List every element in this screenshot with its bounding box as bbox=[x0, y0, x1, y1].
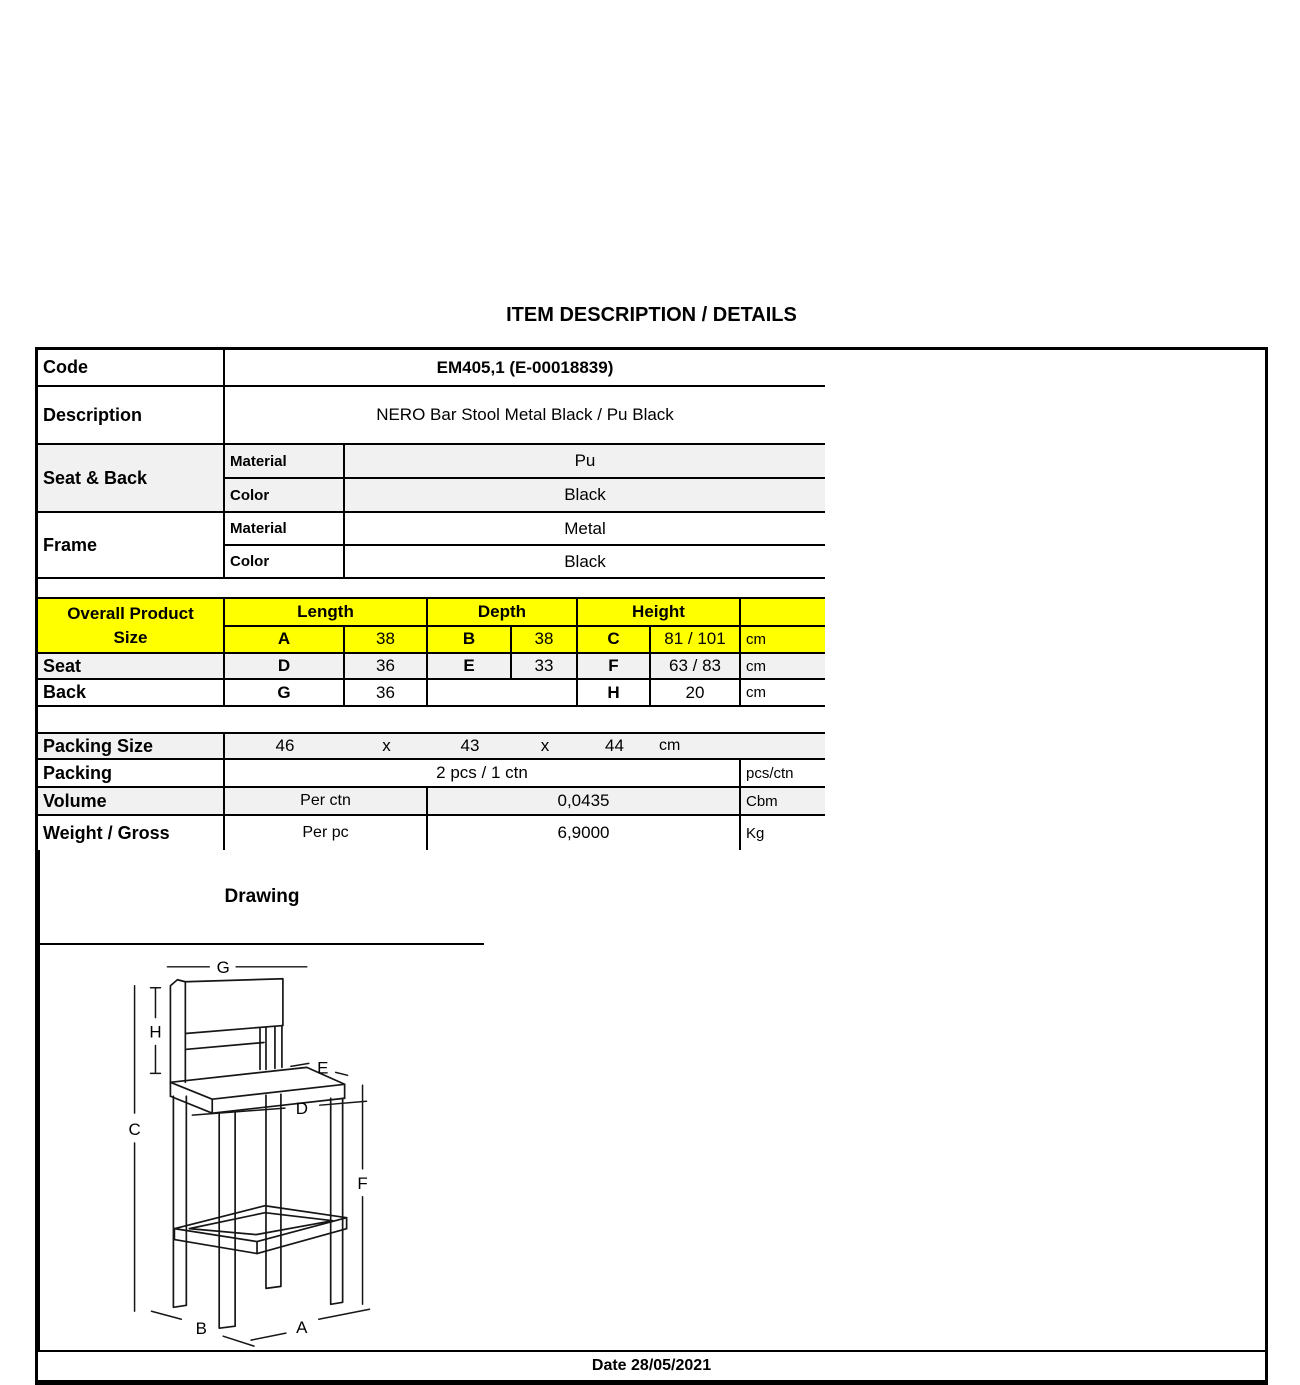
code-value: EM405,1 (E-00018839) bbox=[436, 357, 614, 377]
size-header-group bbox=[38, 599, 825, 654]
date-row: Date 28/05/2021 bbox=[38, 1350, 1265, 1380]
dim-val-d: 36 bbox=[345, 654, 428, 678]
packing-size-v3: 44 bbox=[605, 736, 624, 755]
packing-size-x1: x bbox=[382, 736, 391, 755]
description-row bbox=[38, 387, 825, 445]
frame-label: Frame bbox=[38, 513, 225, 577]
packing-size-v2: 43 bbox=[460, 736, 480, 755]
code-label: Code bbox=[38, 350, 225, 385]
dim-val-h: 20 bbox=[651, 680, 741, 705]
seat-back-color-row bbox=[225, 479, 825, 511]
dim-key-e: E bbox=[428, 654, 512, 678]
height-header: Height bbox=[578, 599, 741, 625]
code-row bbox=[38, 350, 825, 387]
frame-group bbox=[38, 513, 825, 579]
depth-header: Depth bbox=[428, 599, 578, 625]
packing-size-row bbox=[38, 734, 825, 760]
volume-label: Volume bbox=[38, 788, 225, 814]
dim-key-d: D bbox=[225, 654, 345, 678]
dim-val-c: 81 / 101 bbox=[651, 627, 741, 653]
seat-back-label: Seat & Back bbox=[38, 445, 225, 511]
packing-size-unit: cm bbox=[659, 737, 681, 754]
dim-key-f: F bbox=[578, 654, 651, 678]
stool-outline bbox=[170, 979, 346, 1328]
spacer-row-1 bbox=[38, 579, 825, 599]
weight-row bbox=[38, 816, 825, 850]
weight-unit: Kg bbox=[746, 824, 765, 842]
length-header: Length bbox=[225, 599, 428, 625]
dim-label-g: G bbox=[216, 957, 230, 977]
weight-value: 6,9000 bbox=[428, 816, 741, 850]
spec-table bbox=[35, 347, 1268, 1385]
spacer-row-2 bbox=[38, 707, 825, 734]
dim-key-h: H bbox=[578, 680, 651, 705]
dim-val-e: 33 bbox=[512, 654, 578, 678]
dimension-labels bbox=[128, 958, 367, 1338]
frame-material-value: Metal bbox=[564, 518, 606, 538]
weight-basis: Per pc bbox=[225, 816, 428, 850]
dim-val-a: 38 bbox=[345, 627, 428, 653]
seat-size-row bbox=[38, 654, 825, 680]
volume-row bbox=[38, 788, 825, 816]
dim-label-e: E bbox=[317, 1058, 329, 1078]
dim-label-h: H bbox=[149, 1022, 162, 1042]
frame-color-row bbox=[225, 546, 825, 577]
seat-back-material-value: Pu bbox=[574, 451, 596, 470]
weight-label: Weight / Gross bbox=[38, 816, 225, 850]
stool-drawing bbox=[40, 945, 484, 1350]
dim-key-a: A bbox=[225, 627, 345, 653]
packing-size-label: Packing Size bbox=[38, 734, 225, 758]
dim-val-g: 36 bbox=[345, 680, 428, 705]
dim-val-b: 38 bbox=[512, 627, 578, 653]
dim-label-b: B bbox=[195, 1319, 207, 1339]
page-title: ITEM DESCRIPTION / DETAILS bbox=[506, 304, 797, 326]
spec-table-main bbox=[38, 350, 825, 850]
description-value: NERO Bar Stool Metal Black / Pu Black bbox=[376, 405, 674, 424]
drawing-column bbox=[38, 850, 484, 1350]
drawing-header: Drawing bbox=[40, 850, 484, 945]
overall-size-label: Overall Product Size bbox=[38, 599, 225, 652]
dim-key-b: B bbox=[428, 627, 512, 653]
packing-row bbox=[38, 760, 825, 788]
packing-size-x2: x bbox=[540, 736, 550, 755]
volume-unit: Cbm bbox=[746, 792, 778, 810]
seat-back-material-label: Material bbox=[225, 445, 345, 477]
dim-empty-depth bbox=[428, 680, 578, 705]
packing-unit: pcs/ctn bbox=[746, 764, 794, 782]
volume-basis: Per ctn bbox=[225, 788, 428, 814]
dim-label-a: A bbox=[296, 1318, 308, 1338]
seat-back-material-row bbox=[225, 445, 825, 479]
overall-size-row bbox=[225, 627, 825, 653]
dim-key-c: C bbox=[578, 627, 651, 653]
dim-label-f: F bbox=[357, 1173, 368, 1193]
back-size-label: Back bbox=[38, 680, 225, 705]
frame-color-label: Color bbox=[225, 546, 345, 577]
seat-size-label: Seat bbox=[38, 654, 225, 678]
description-label: Description bbox=[38, 387, 225, 443]
drawing-area bbox=[40, 945, 484, 1350]
frame-color-value: Black bbox=[564, 551, 606, 571]
dim-unit-seat: cm bbox=[746, 657, 766, 675]
packing-size-v1: 46 bbox=[275, 736, 295, 755]
seat-back-color-label: Color bbox=[225, 479, 345, 511]
dim-label-c: C bbox=[128, 1120, 141, 1140]
back-size-row bbox=[38, 680, 825, 707]
packing-value: 2 pcs / 1 ctn bbox=[225, 760, 741, 786]
packing-label: Packing bbox=[38, 760, 225, 786]
dim-key-g: G bbox=[225, 680, 345, 705]
frame-material-label: Material bbox=[225, 513, 345, 544]
dim-label-d: D bbox=[295, 1099, 308, 1119]
volume-value: 0,0435 bbox=[428, 788, 741, 814]
dim-unit-back: cm bbox=[746, 684, 766, 701]
dim-unit-overall: cm bbox=[746, 630, 766, 648]
size-header-row bbox=[225, 599, 825, 627]
frame-material-row bbox=[225, 513, 825, 546]
size-header-unit bbox=[741, 599, 825, 625]
seat-back-color-value: Black bbox=[564, 485, 606, 504]
dim-val-f: 63 / 83 bbox=[651, 654, 741, 678]
seat-back-group bbox=[38, 445, 825, 513]
